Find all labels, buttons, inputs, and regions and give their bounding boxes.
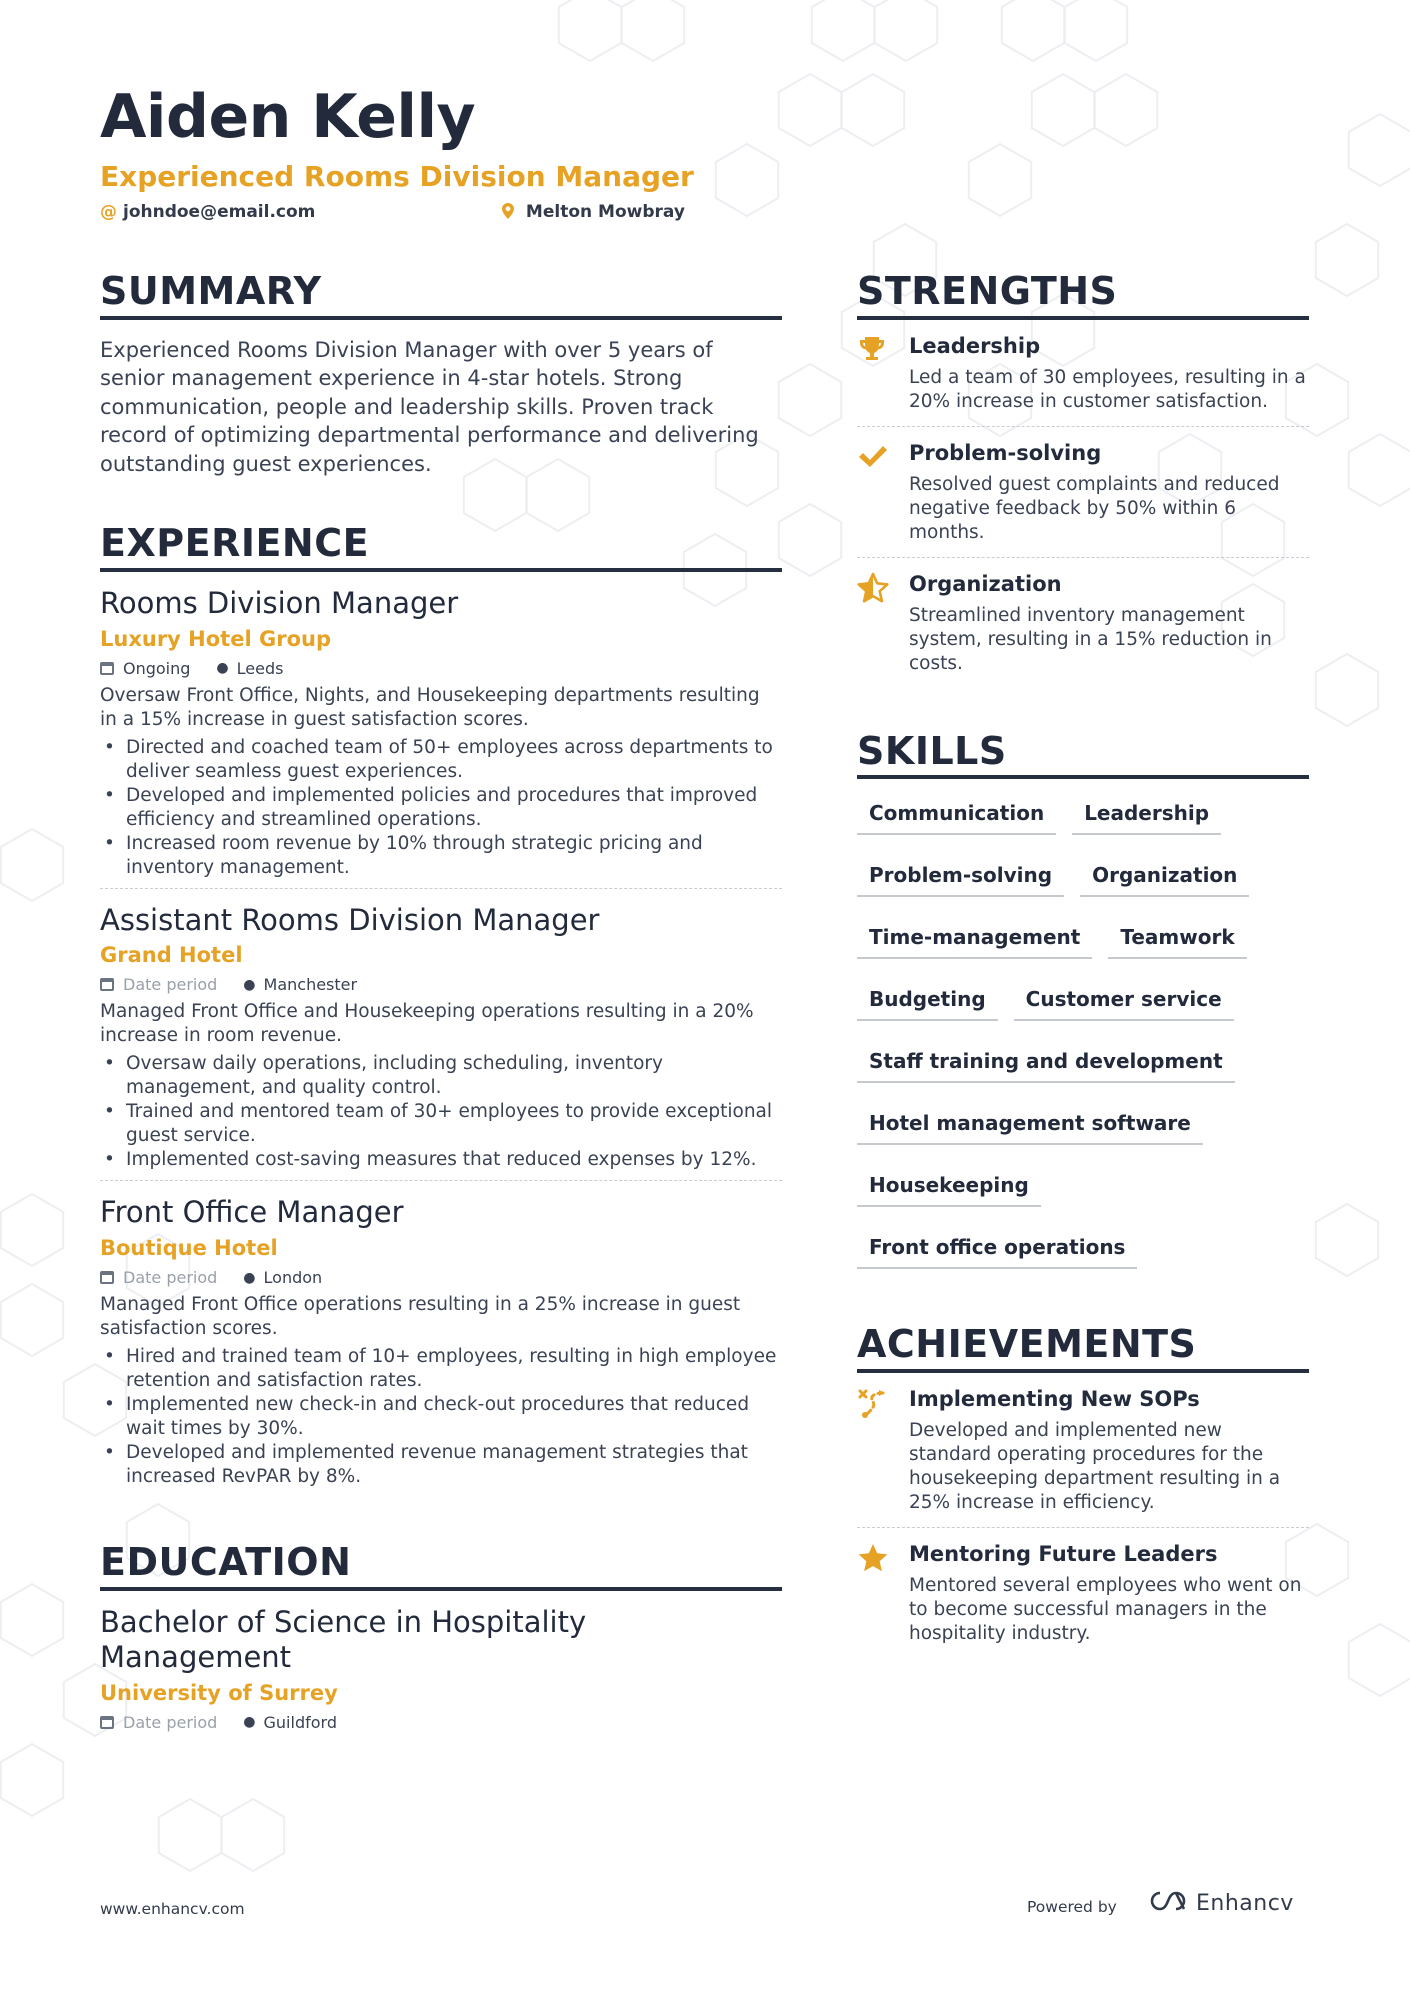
education-date: Date period [123, 1712, 218, 1732]
job-bullet: • Developed and implemented revenue management strategies that increased RevPAR by 8%. [100, 1441, 782, 1489]
skill-tag: Front office operations [857, 1225, 1137, 1269]
job-date: Date period [123, 1268, 218, 1288]
job-meta [100, 659, 782, 678]
experience-entry [100, 572, 782, 889]
skill-tag: Leadership [1072, 791, 1221, 835]
job-bullet: • Directed and coached team of 50+ employees across departments to deliver seamless guest experiences. [100, 736, 782, 784]
achievement-title: Mentoring Future Leaders [909, 1542, 1218, 1567]
job-meta [100, 975, 782, 994]
skill-tag: Problem-solving [857, 853, 1064, 897]
location-pin-icon: ● [243, 976, 256, 993]
job-bullet: • Trained and mentored team of 30+ employees to provide exceptional guest service. [100, 1100, 782, 1148]
experience-heading: EXPERIENCE [100, 522, 782, 572]
strength-item [857, 320, 1309, 427]
skill-tag: Communication [857, 791, 1056, 835]
brand-name: Enhancv [1196, 1890, 1294, 1916]
strengths-section [857, 270, 1309, 688]
job-bullet: • Implemented cost-saving measures that reduced expenses by 12%. [100, 1148, 782, 1172]
skill-tag: Time-management [857, 915, 1092, 959]
strength-description: Streamlined inventory management system, resulting in a 15% reduction in costs. [909, 604, 1272, 674]
job-bullet: • Increased room revenue by 10% through strategic pricing and inventory management. [100, 832, 782, 880]
right-column [857, 270, 1309, 1658]
candidate-title: Experienced Rooms Division Manager [100, 160, 694, 193]
education-location: Guildford [263, 1712, 337, 1732]
star-half-icon [857, 572, 909, 676]
location-pin-icon: ● [216, 660, 229, 677]
at-sign-icon: @ [100, 202, 117, 222]
experience-section [100, 522, 782, 1497]
calendar-icon [100, 662, 114, 675]
education-meta [100, 1713, 782, 1732]
skill-tag: Hotel management software [857, 1101, 1203, 1145]
location-text: Melton Mowbray [525, 202, 685, 222]
job-date: Ongoing [123, 658, 191, 678]
job-role: Assistant Rooms Division Manager [100, 902, 600, 937]
job-bullet: • Hired and trained team of 10+ employees, resulting in high employee retention and satisfaction rates. [100, 1345, 782, 1393]
strength-description: Led a team of 30 employees, resulting in a 20% increase in customer satisfaction. [909, 366, 1306, 412]
job-meta [100, 1268, 782, 1287]
skills-section [857, 730, 1309, 1288]
calendar-icon [100, 978, 114, 991]
skill-tag: Customer service [1014, 977, 1234, 1021]
achievements-section [857, 1323, 1309, 1658]
job-location: London [263, 1268, 323, 1288]
location-pin-icon: ● [243, 1714, 256, 1731]
strength-item [857, 427, 1309, 558]
skills-heading: SKILLS [857, 730, 1309, 780]
job-bullet: • Developed and implemented policies and procedures that improved efficiency and streamlined operations. [100, 784, 782, 832]
candidate-name: Aiden Kelly [100, 82, 476, 152]
job-description: Managed Front Office operations resulting in a 25% increase in guest satisfaction scores. [100, 1294, 741, 1340]
strength-title: Leadership [909, 333, 1041, 358]
star-icon [857, 1542, 909, 1646]
left-column [100, 270, 782, 1740]
skill-tag: Staff training and development [857, 1039, 1235, 1083]
company-name: Boutique Hotel [100, 1236, 278, 1261]
achievement-item [857, 1373, 1309, 1528]
skills-list [857, 791, 1309, 1287]
skill-tag: Housekeeping [857, 1163, 1041, 1207]
summary-section [100, 270, 782, 478]
footer-powered-by: Powered by [1027, 1898, 1117, 1916]
job-role: Rooms Division Manager [100, 585, 459, 620]
location-contact [502, 202, 685, 222]
job-role: Front Office Manager [100, 1195, 404, 1230]
experience-entry [100, 889, 782, 1182]
email-text: johndoe@email.com [123, 202, 316, 222]
education-heading: EDUCATION [100, 1541, 782, 1591]
trophy-icon [857, 334, 909, 414]
summary-heading: SUMMARY [100, 270, 782, 320]
calendar-icon [100, 1271, 114, 1284]
job-description: Managed Front Office and Housekeeping operations resulting in a 20% increase in room revenue. [100, 1001, 754, 1047]
job-description: Oversaw Front Office, Nights, and Housekeeping departments resulting in a 15% increase in guest satisfaction scores. [100, 684, 760, 730]
achievements-heading: ACHIEVEMENTS [857, 1323, 1309, 1373]
strength-description: Resolved guest complaints and reduced negative feedback by 50% within 6 months. [909, 473, 1280, 543]
job-location: Manchester [263, 975, 358, 995]
job-bullet: • Oversaw daily operations, including scheduling, inventory management, and quality control. [100, 1052, 782, 1100]
location-pin-icon: ● [243, 1269, 256, 1286]
job-location: Leeds [236, 658, 284, 678]
strength-title: Organization [909, 571, 1062, 596]
experience-entry [100, 1181, 782, 1497]
job-bullets [100, 736, 782, 880]
achievement-description: Developed and implemented new standard operating procedures for the housekeeping department resulting in a 25% increase in efficiency. [909, 1420, 1281, 1514]
email-contact[interactable] [100, 202, 315, 222]
skill-tag: Organization [1080, 853, 1249, 897]
school-name: University of Surrey [100, 1680, 338, 1705]
job-bullets [100, 1052, 782, 1172]
calendar-icon [100, 1716, 114, 1729]
achievement-item [857, 1528, 1309, 1658]
company-name: Grand Hotel [100, 943, 243, 968]
skill-tag: Teamwork [1108, 915, 1246, 959]
route-icon [857, 1387, 909, 1515]
skill-tag: Budgeting [857, 977, 998, 1021]
degree-name: Bachelor of Science in Hospitality Management [100, 1604, 587, 1674]
strengths-heading: STRENGTHS [857, 270, 1309, 320]
summary-text: Experienced Rooms Division Manager with over 5 years of senior management experience in 4-star hotels. Strong communication, people and leadership skills. Proven track record of optimizing departmental performance and delivering outstanding guest experiences. [100, 337, 759, 476]
company-name: Luxury Hotel Group [100, 626, 331, 651]
strength-item [857, 558, 1309, 688]
achievement-description: Mentored several employees who went on to become successful managers in the hospitality industry. [909, 1575, 1302, 1645]
achievement-title: Implementing New SOPs [909, 1387, 1200, 1412]
checkmark-icon [857, 441, 909, 545]
enhancv-logo-icon [1146, 1888, 1192, 1918]
footer-brand[interactable] [1146, 1888, 1294, 1918]
footer-website[interactable]: www.enhancv.com [100, 1900, 245, 1918]
strength-title: Problem-solving [909, 440, 1102, 465]
job-bullets [100, 1345, 782, 1489]
location-pin-icon [502, 202, 520, 222]
education-entry [100, 1591, 782, 1740]
job-date: Date period [123, 975, 218, 995]
education-section [100, 1541, 782, 1739]
job-bullet: • Implemented new check-in and check-out procedures that reduced wait times by 30%. [100, 1393, 782, 1441]
